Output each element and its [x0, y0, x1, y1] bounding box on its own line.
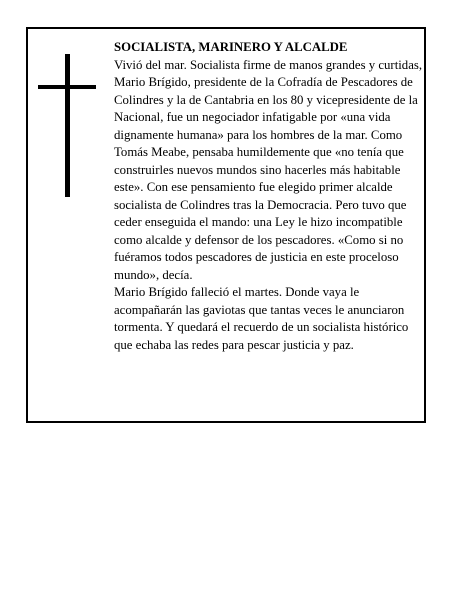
obituary-headline: SOCIALISTA, MARINERO Y ALCALDE [114, 40, 348, 54]
cross-vertical-bar [65, 54, 70, 197]
latin-cross-icon [38, 54, 96, 197]
obituary-content [114, 39, 426, 354]
cross-horizontal-bar [38, 85, 96, 89]
obituary-paragraph: Vivió del mar. Socialista firme de manos grandes y curtidas, Mario Brígido, presidente de la Cofradía de Pescadores de Colindres y la de Cantabria en los 80 y vicepresidente de la Nacional, fue un negociador infatigable por «una vida dignamente humana» para los hombres de la mar. Como Tomás Meabe, pensaba humildemente que «no tenía que construirles nuevos mundos sino hacerles más habitable este». Con ese pensamiento fue elegido primer alcalde socialista de Colindres tras la Democracia. Pero tuvo que ceder enseguida el mando: una Ley le hizo incompatible como alcalde y defensor de los pescadores. «Como si no fuéramos todos pescadores de justicia en este proceloso mundo», decía. [114, 57, 423, 282]
obituary-paragraph: Mario Brígido falleció el martes. Donde vaya le acompañarán las gaviotas que tantas veces le anunciaron tormenta. Y quedará el recuerdo de un socialista histórico que echaba las redes para pescar justicia y paz. [114, 285, 409, 352]
